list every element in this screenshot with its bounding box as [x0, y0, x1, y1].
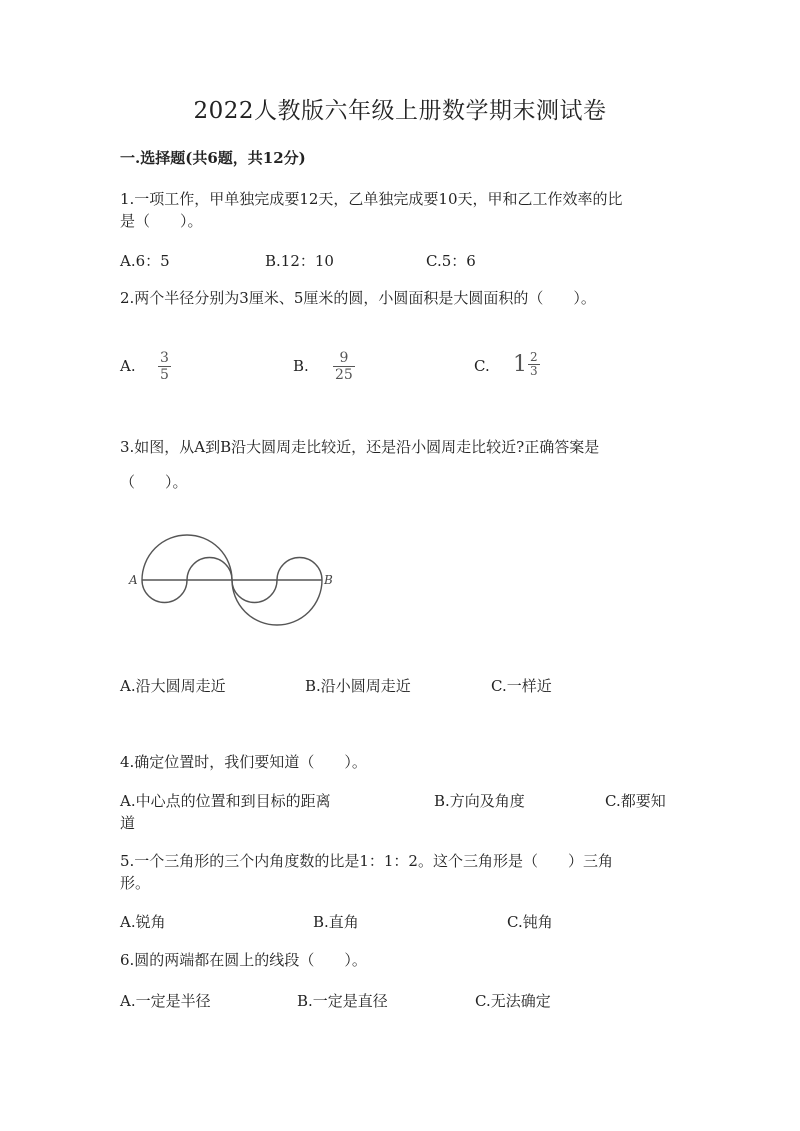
fraction-numerator: 9 — [339, 350, 349, 366]
question-2-text: 2.两个半径分别为3厘米、5厘米的圆，小圆面积是大圆面积的（ ）。 — [120, 289, 596, 307]
question-5-option-b: B.直角 — [313, 913, 359, 931]
fraction-denominator: 3 — [530, 364, 538, 378]
question-5-option-c: C.钝角 — [507, 913, 553, 931]
question-1-option-c: C.5：6 — [426, 252, 476, 270]
question-2-option-b-label: B. — [293, 357, 309, 375]
question-4-option-b: B.方向及角度 — [434, 792, 525, 810]
fraction-denominator: 5 — [160, 367, 169, 383]
question-2-option-c-mixed-number — [513, 351, 540, 378]
question-4-option-a: A.中心点的位置和到目标的距离 — [120, 792, 331, 810]
large-semicircle-top — [142, 535, 232, 580]
question-2-option-a-fraction — [158, 350, 171, 383]
fraction-numerator: 2 — [530, 350, 538, 364]
small-semicircle-2 — [187, 558, 232, 581]
question-6-option-a: A.一定是半径 — [120, 992, 211, 1010]
question-1-text: 1.一项工作，甲单独完成要12天，乙单独完成要10天，甲和乙工作效率的比 — [120, 190, 623, 208]
fraction-denominator: 25 — [335, 367, 353, 383]
circle-path-figure — [120, 520, 350, 635]
question-5-option-a: A.锐角 — [120, 913, 166, 931]
small-semicircle-3 — [232, 580, 277, 603]
question-2-option-b-fraction — [333, 350, 355, 383]
question-6-option-b: B.一定是直径 — [297, 992, 388, 1010]
circle-path-diagram — [120, 520, 350, 635]
question-3-option-c: C.一样近 — [491, 677, 552, 695]
question-3-text: 3.如图，从A到B沿大圆周走比较近，还是沿小圆周走比较近?正确答案是 — [120, 438, 600, 456]
question-3-option-a: A.沿大圆周走近 — [120, 677, 226, 695]
fraction-numerator: 3 — [160, 350, 169, 366]
question-4-option-c-cont: 道 — [120, 814, 136, 832]
question-4-option-c: C.都要知 — [605, 792, 666, 810]
section-heading: 一.选择题(共6题，共12分) — [120, 149, 306, 167]
large-semicircle-bottom — [232, 580, 322, 625]
question-5-text: 5.一个三角形的三个内角度数的比是1：1：2。这个三角形是（ ）三角 — [120, 852, 613, 870]
question-3-option-b: B.沿小圆周走近 — [305, 677, 411, 695]
question-1-option-a: A.6：5 — [120, 252, 170, 270]
point-b-label: B — [324, 573, 333, 587]
question-4-text: 4.确定位置时，我们要知道（ ）。 — [120, 753, 367, 771]
question-2-option-a-label: A. — [120, 357, 136, 375]
question-1-text-cont: 是（ ）。 — [120, 212, 203, 230]
mixed-whole: 1 — [513, 352, 527, 377]
small-semicircle-1 — [142, 580, 187, 603]
page-title: 2022人教版六年级上册数学期末测试卷 — [193, 98, 607, 124]
question-3-text-cont: （ ）。 — [120, 473, 188, 491]
question-5-text-cont: 形。 — [120, 874, 151, 892]
question-6-option-c: C.无法确定 — [475, 992, 551, 1010]
question-6-text: 6.圆的两端都在圆上的线段（ ）。 — [120, 951, 367, 969]
question-1-option-b: B.12：10 — [265, 252, 334, 270]
point-a-label: A — [129, 573, 138, 587]
small-semicircle-4 — [277, 558, 322, 581]
question-2-option-c-label: C. — [474, 357, 490, 375]
